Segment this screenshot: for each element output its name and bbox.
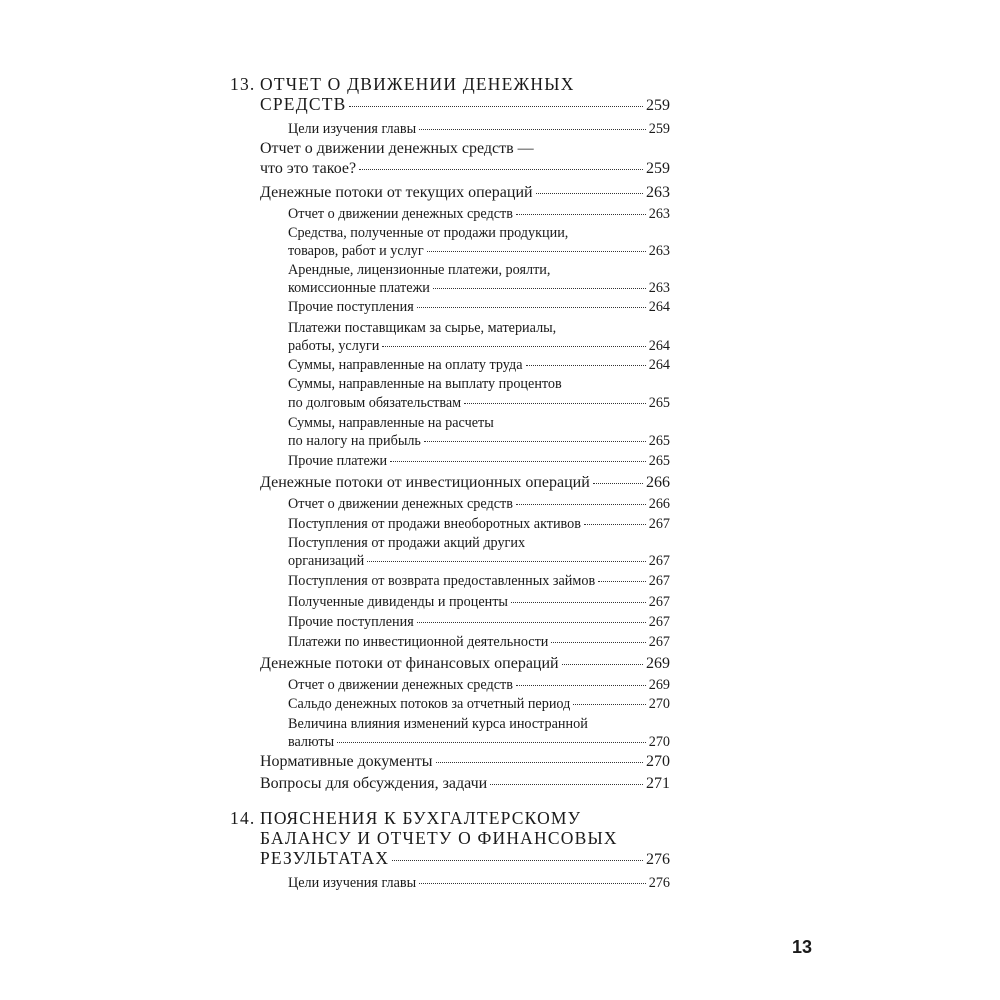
page-ref: 264 [648,357,670,373]
dot-leader [511,602,646,603]
toc-entry[interactable] [288,677,670,694]
page-ref: 267 [648,516,670,532]
dot-leader [349,106,643,107]
chapter-title: РЕЗУЛЬТАТАХ [260,848,390,868]
toc-entry-chapter[interactable] [260,94,670,115]
toc-entry[interactable] [288,496,670,513]
toc-entry[interactable] [288,553,670,570]
page-ref: 267 [648,634,670,650]
page-ref: 269 [646,655,670,672]
toc-entry[interactable] [288,357,670,374]
dot-leader [417,622,646,623]
chapter-number: 13. [230,74,256,94]
entry-text: Суммы, направленные на расчеты [288,415,494,431]
chapter-title: ОТЧЕТ О ДВИЖЕНИИ ДЕНЕЖНЫХ [260,74,575,94]
toc-entry[interactable] [260,160,670,178]
chapter-title: ПОЯСНЕНИЯ К БУХГАЛТЕРСКОМУ [260,808,582,828]
page-ref: 270 [646,753,670,770]
toc-entry[interactable] [288,243,670,260]
page-ref: 263 [648,280,670,296]
entry-text: Суммы, направленные на оплату труда [288,357,523,373]
dot-leader [551,642,645,643]
toc-entry[interactable] [260,655,670,673]
toc-entry[interactable] [260,474,670,492]
chapter-title: БАЛАНСУ И ОТЧЕТУ О ФИНАНСОВЫХ [260,828,618,848]
dot-leader [337,742,646,743]
page-ref: 263 [648,206,670,222]
dot-leader [516,685,646,686]
toc-entry[interactable] [288,634,670,651]
page-ref: 267 [648,594,670,610]
chapter-number: 14. [230,808,256,828]
page-ref: 266 [646,474,670,491]
dot-leader [573,704,645,705]
page-ref: 267 [648,573,670,589]
entry-text: по налогу на прибыль [288,433,421,449]
entry-text: Отчет о движении денежных средств [288,496,513,512]
dot-leader [598,581,646,582]
entry-text: Полученные дивиденды и проценты [288,594,508,610]
dot-leader [392,860,643,861]
toc-entry[interactable] [288,516,670,533]
page-ref: 266 [648,496,670,512]
chapter-title: СРЕДСТВ [260,94,347,114]
page-ref: 265 [648,453,670,469]
page-ref: 263 [646,184,670,201]
dot-leader [516,504,646,505]
dot-leader [593,483,643,484]
toc-entry[interactable] [288,734,670,751]
toc-entry[interactable] [288,338,670,355]
dot-leader [367,561,646,562]
entry-text: Отчет о движении денежных средств — [260,140,534,157]
dot-leader [584,524,646,525]
page-ref: 271 [646,775,670,792]
dot-leader [382,346,645,347]
page-ref: 265 [648,395,670,411]
page-ref: 265 [648,433,670,449]
dot-leader [526,365,646,366]
entry-text: Средства, полученные от продажи продукции, [288,225,569,241]
page-ref: 267 [648,614,670,630]
toc-entry[interactable] [288,594,670,611]
toc-entry[interactable] [288,395,670,412]
dot-leader [490,784,643,785]
entry-text: Прочие платежи [288,453,388,469]
toc-entry[interactable] [288,573,670,590]
entry-text: Платежи по инвестиционной деятельности [288,634,549,650]
page-ref: 264 [648,299,670,315]
entry-text: Денежные потоки от текущих операций [260,184,533,201]
dot-leader [562,664,643,665]
entry-text: комиссионные платежи [288,280,430,296]
entry-text: Цели изучения главы [288,121,417,137]
page-ref: 259 [646,160,670,177]
dot-leader [419,129,646,130]
entry-text: что это такое? [260,160,357,177]
page-ref: 270 [648,734,670,750]
dot-leader [427,251,646,252]
entry-text: Отчет о движении денежных средств [288,206,513,222]
page-ref: 263 [648,243,670,259]
entry-text: Поступления от возврата предоставленных займов [288,573,596,589]
page-ref: 276 [646,851,670,868]
toc-entry[interactable] [288,206,670,223]
entry-text: Цели изучения главы [288,875,417,891]
toc-entry[interactable] [288,614,670,631]
entry-text: Суммы, направленные на выплату процентов [288,376,562,392]
entry-text: Вопросы для обсуждения, задачи [260,775,488,792]
toc-entry[interactable] [288,696,670,713]
toc-entry[interactable] [288,453,670,470]
entry-text: Денежные потоки от инвестиционных операций [260,474,590,491]
toc-entry[interactable] [288,280,670,297]
entry-text: валюты [288,734,335,750]
page-ref: 264 [648,338,670,354]
page-number: 13 [792,937,813,957]
page-ref: 259 [646,97,670,114]
entry-text: Арендные, лицензионные платежи, роялти, [288,262,551,278]
entry-text: Прочие поступления [288,614,414,630]
dot-leader [516,214,646,215]
page-ref: 267 [648,553,670,569]
entry-text: организаций [288,553,365,569]
entry-text: работы, услуги [288,338,380,354]
dot-leader [424,441,646,442]
entry-text: Платежи поставщикам за сырье, материалы, [288,320,557,336]
toc-entry[interactable] [288,875,670,892]
entry-text: Нормативные документы [260,753,433,770]
page-ref: 259 [648,121,670,137]
entry-text: Сальдо денежных потоков за отчетный период [288,696,571,712]
dot-leader [464,403,646,404]
entry-text: Денежные потоки от финансовых операций [260,655,559,672]
toc-entry[interactable] [288,433,670,450]
entry-text: Величина влияния изменений курса иностранной [288,716,588,732]
toc-entry[interactable] [260,753,670,771]
toc-entry[interactable] [288,121,670,138]
dot-leader [359,169,643,170]
entry-text: товаров, работ и услуг [288,243,424,259]
toc-entry[interactable] [260,775,670,793]
toc-entry[interactable] [288,299,670,316]
page-ref: 276 [648,875,670,891]
entry-text: Поступления от продажи акций других [288,535,526,551]
page-ref: 270 [648,696,670,712]
dot-leader [536,193,643,194]
toc-entry-chapter[interactable] [260,848,670,869]
entry-text: по долговым обязательствам [288,395,462,411]
entry-text: Поступления от продажи внеоборотных активов [288,516,581,532]
dot-leader [419,883,646,884]
toc-entry[interactable] [260,184,670,202]
entry-text: Отчет о движении денежных средств [288,677,513,693]
entry-text: Прочие поступления [288,299,414,315]
dot-leader [433,288,646,289]
dot-leader [417,307,646,308]
dot-leader [390,461,646,462]
page-ref: 269 [648,677,670,693]
dot-leader [436,762,643,763]
